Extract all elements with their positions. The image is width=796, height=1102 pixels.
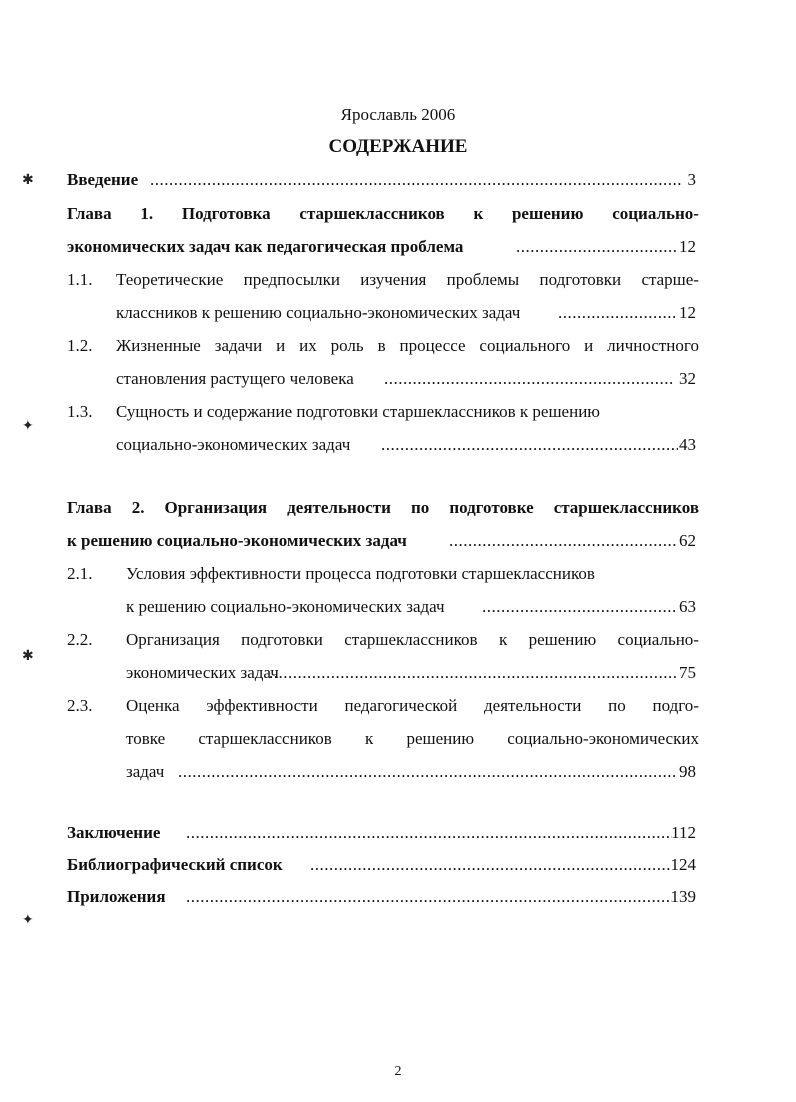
section-1-3-page: 43 xyxy=(679,435,696,454)
toc-leader xyxy=(384,369,674,389)
toc-intro-page: 3 xyxy=(687,170,696,189)
toc-leader xyxy=(186,823,672,843)
toc-conclusion-label: Заключение xyxy=(67,823,161,842)
chapter1-title-line1: Глава 1. Подготовка старшеклассников к решению социально- xyxy=(67,204,699,223)
section-2-2-page: 75 xyxy=(679,663,696,682)
toc-leader xyxy=(269,663,678,683)
toc-appendices-label: Приложения xyxy=(67,887,166,906)
section-2-3-number: 2.3. xyxy=(67,696,93,715)
city-year: Ярославль 2006 xyxy=(340,105,456,124)
toc-bibliography-label: Библиографический список xyxy=(67,855,283,874)
toc-leader xyxy=(186,887,672,907)
chapter1-title-line2: экономических задач как педагогическая проблема xyxy=(67,237,464,256)
section-2-2-line2: экономических задач xyxy=(126,663,279,682)
section-1-2-page: 32 xyxy=(679,369,696,388)
toc-conclusion-page: 112 xyxy=(671,823,696,842)
toc-leader xyxy=(381,435,678,455)
chapter1-page: 12 xyxy=(679,237,696,256)
section-1-2-number: 1.2. xyxy=(67,336,93,355)
chapter2-title-line2: к решению социально-экономических задач xyxy=(67,531,407,550)
section-1-1-line2: классников к решению социально-экономических задач xyxy=(116,303,521,322)
section-2-1-line2: к решению социально-экономических задач xyxy=(126,597,445,616)
section-2-3-line2: товке старшеклассников к решению социально-экономических xyxy=(126,729,699,748)
section-2-3-line1: Оценка эффективности педагогической деятельности по подго- xyxy=(126,696,699,715)
toc-bibliography-page: 124 xyxy=(670,855,696,874)
section-2-1-number: 2.1. xyxy=(67,564,93,583)
margin-mark: ✱ xyxy=(22,649,34,664)
toc-leader xyxy=(150,170,682,190)
section-2-2-number: 2.2. xyxy=(67,630,93,649)
section-2-1-page: 63 xyxy=(679,597,696,616)
section-1-1-page: 12 xyxy=(679,303,696,322)
section-1-1-line1: Теоретические предпосылки изучения проблемы подготовки старше- xyxy=(116,270,699,289)
chapter2-page: 62 xyxy=(679,531,696,550)
page-title: СОДЕРЖАНИЕ xyxy=(328,136,468,157)
section-2-1-line1: Условия эффективности процесса подготовки старшеклассников xyxy=(126,564,595,583)
toc-appendices-page: 139 xyxy=(670,887,696,906)
section-1-3-line1: Сущность и содержание подготовки старшеклассников к решению xyxy=(116,402,601,421)
section-2-3-line3: задач xyxy=(126,762,165,781)
section-1-3-number: 1.3. xyxy=(67,402,93,421)
section-2-2-line1: Организация подготовки старшеклассников к решению социально- xyxy=(126,630,699,649)
margin-mark: ✱ xyxy=(22,173,34,188)
section-1-1-number: 1.1. xyxy=(67,270,93,289)
margin-mark: ✦ xyxy=(22,913,34,928)
page-number: 2 xyxy=(394,1064,402,1079)
chapter2-title-line1: Глава 2. Организация деятельности по подготовке старшеклассников xyxy=(67,498,699,517)
toc-intro-label: Введение xyxy=(67,170,139,189)
section-1-3-line2: социально-экономических задач xyxy=(116,435,351,454)
section-2-3-page: 98 xyxy=(679,762,696,781)
toc-leader xyxy=(178,762,678,782)
margin-mark: ✦ xyxy=(22,419,34,434)
section-1-2-line2: становления растущего человека xyxy=(116,369,354,388)
section-1-2-line1: Жизненные задачи и их роль в процессе социального и личностного xyxy=(116,336,699,355)
toc-leader xyxy=(310,855,672,875)
